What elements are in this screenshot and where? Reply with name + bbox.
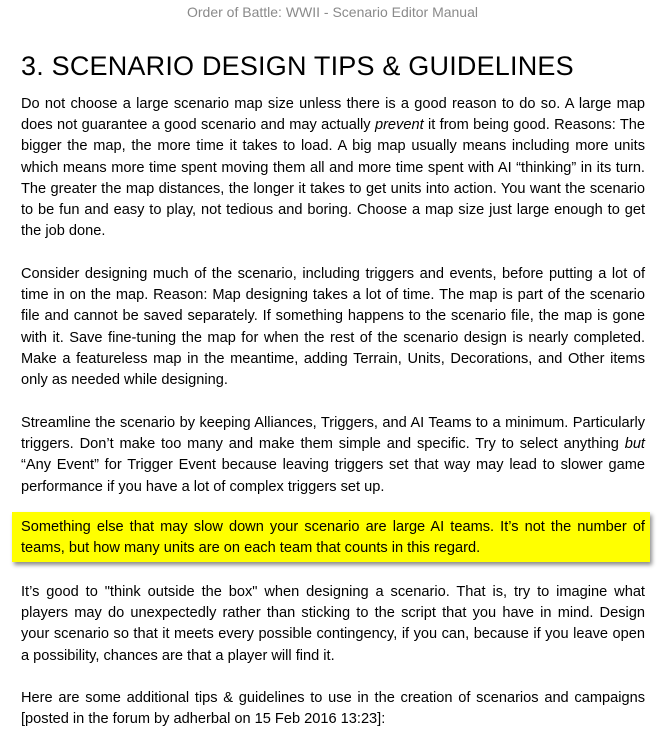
emphasis-text: prevent <box>374 117 424 134</box>
text-run: Something else that may slow down your scenario are large AI teams. It’s not the number of teams, but how many units are on each team that counts in this regard. <box>21 519 645 557</box>
text-run: Streamline the scenario by keeping Alliances, Triggers, and AI Teams to a minimum. Particularly triggers. Don’t make too many and make them simple and specific. Try to select anything <box>21 415 645 453</box>
paragraph-additional-tips-intro <box>21 688 645 730</box>
text-run: Consider designing much of the scenario, including triggers and events, before putting a lot of time in on the map. Reason: Map designing takes a lot of time. The map is part of the scenario file and cannot be saved separately. If something happens to the scenario file, the map is gone with it. Save fine-tuning the map for when the rest of the scenario design is nearly completed. Make a featureless map in the meantime, adding Terrain, Units, Decorations, and Other items only as needed while designing. <box>21 266 645 389</box>
text-run: “Any Event” for Trigger Event because leaving triggers set that way may lead to slower game performance if you have a lot of complex triggers set up. <box>21 457 645 495</box>
paragraph-design-order <box>21 264 645 391</box>
running-header: Order of Battle: WWII - Scenario Editor Manual <box>187 4 478 20</box>
text-run: It’s good to "think outside the box" when designing a scenario. That is, try to imagine what players may do unexpectedly rather than sticking to the script that you have in mind. Design your scenario so that it meets every possible contingency, if you can, because if you leave open a possibility, chances are that a player will find it. <box>21 584 645 664</box>
paragraph-map-size <box>21 94 645 242</box>
text-run: Do not choose a large scenario map size unless there is a good reason to do so. A large map does not guarantee a good scenario and may actually <box>21 96 645 134</box>
highlighted-note <box>12 512 650 562</box>
paragraph-ai-teams-note <box>21 517 645 559</box>
paragraph-streamline <box>21 413 645 498</box>
text-run: it from being good. Reasons: The bigger the map, the more time it takes to load. A big map usually means including more units which means more time spent moving them all and more time spent with AI “thinking” in its turn. The greater the map distances, the longer it takes to get units into action. You want the scenario to be fun and easy to play, not tedious and boring. Choose a map size just large enough to get the job done. <box>21 117 645 240</box>
paragraph-think-outside-box <box>21 582 645 667</box>
section-heading: 3. SCENARIO DESIGN TIPS & GUIDELINES <box>21 51 574 81</box>
emphasis-text: but <box>624 436 645 453</box>
text-run: Here are some additional tips & guidelines to use in the creation of scenarios and campaigns [posted in the forum by adherbal on 15 Feb 2016 13:23]: <box>21 690 645 728</box>
